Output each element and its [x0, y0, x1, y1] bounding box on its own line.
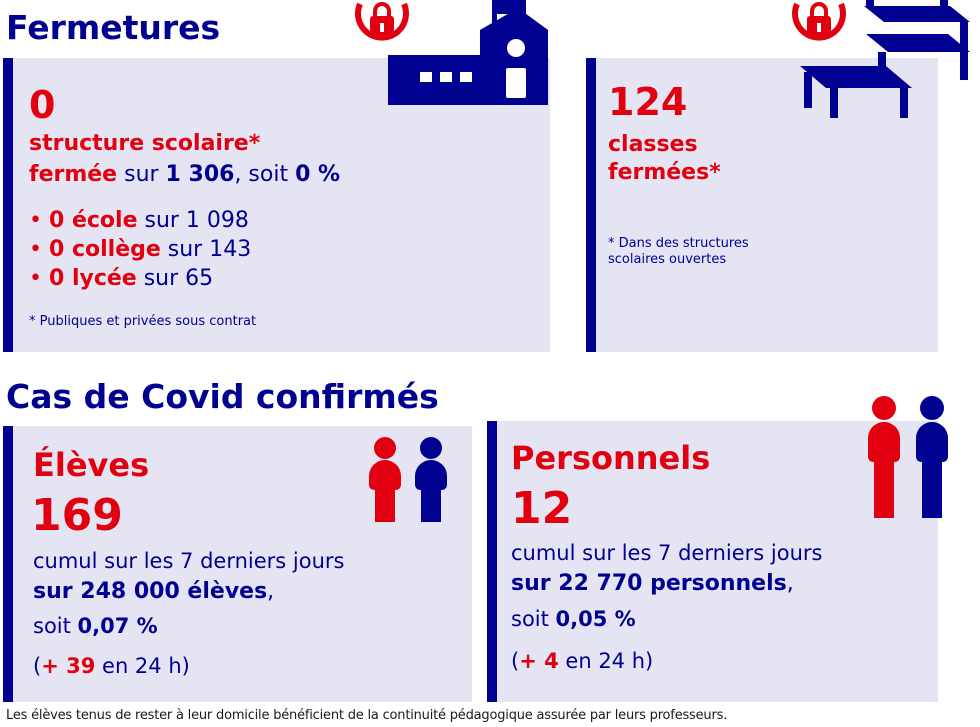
bullet: •	[29, 266, 49, 291]
delta-rest: en 24 h)	[95, 654, 190, 678]
eleves-line1: cumul sur les 7 derniers jours	[33, 549, 345, 573]
covid-title: Cas de Covid confirmés	[6, 377, 439, 416]
paren: (	[511, 649, 520, 673]
list-item	[29, 208, 249, 233]
eleves-line3	[33, 614, 158, 638]
panel-accent-bar	[3, 426, 13, 702]
structures-footnote: * Publiques et privées sous contrat	[29, 314, 257, 329]
classes-footnote-2: scolaires ouvertes	[608, 252, 727, 267]
personnels-total: sur 22 770 personnels	[511, 571, 787, 596]
personnels-delta-value: + 4	[519, 649, 559, 673]
structures-sur: sur	[117, 162, 166, 187]
eleves-label: Élèves	[33, 446, 150, 484]
college-total: sur 143	[160, 237, 252, 262]
personnels-label: Personnels	[511, 439, 711, 477]
footer-note: Les élèves tenus de rester à leur domicile bénéficient de la continuité pédagogique assurée par leurs professeurs.	[6, 708, 728, 723]
paren: (	[33, 654, 42, 678]
personnels-line1: cumul sur les 7 derniers jours	[511, 541, 823, 565]
lycee-total: sur 65	[136, 266, 214, 291]
eleves-pct: 0,07 %	[77, 614, 158, 638]
people-icon	[365, 434, 455, 526]
comma: ,	[786, 571, 794, 596]
list-item	[29, 266, 213, 291]
structures-pct: 0 %	[295, 162, 341, 187]
eleves-delta-value: + 39	[41, 654, 96, 678]
eleves-delta	[33, 654, 190, 678]
school-building-icon	[388, 0, 548, 110]
lycee-count: 0 lycée	[48, 266, 137, 291]
soit: soit	[33, 614, 78, 638]
soit: soit	[511, 607, 556, 631]
personnels-pct: 0,05 %	[555, 607, 636, 631]
structures-soit: , soit	[234, 162, 296, 187]
structures-line1: structure scolaire*	[29, 131, 261, 156]
list-item	[29, 237, 251, 262]
classes-line2: fermées*	[608, 160, 721, 185]
panel-accent-bar	[586, 58, 596, 352]
bullet: •	[29, 208, 49, 233]
structures-line2	[29, 162, 340, 187]
ecole-count: 0 école	[48, 208, 138, 233]
structures-total: 1 306	[165, 162, 235, 187]
eleves-count: 169	[31, 490, 123, 541]
panel-accent-bar	[487, 421, 497, 702]
fermetures-title: Fermetures	[6, 8, 221, 47]
structures-count: 0	[29, 83, 56, 127]
eleves-panel	[3, 426, 472, 702]
structures-fermee: fermée	[29, 162, 118, 187]
personnels-line2	[511, 571, 794, 596]
classes-count: 124	[608, 80, 688, 124]
panel-accent-bar	[3, 58, 13, 352]
delta-rest: en 24 h)	[558, 649, 654, 673]
classes-line1: classes	[608, 132, 698, 157]
classroom-tables-icon	[800, 0, 978, 120]
bullet: •	[29, 237, 49, 262]
college-count: 0 collège	[48, 237, 161, 262]
comma: ,	[267, 579, 275, 604]
personnels-delta	[511, 649, 653, 673]
classes-footnote-1: * Dans des structures	[608, 236, 749, 251]
eleves-line2	[33, 579, 274, 604]
people-icon	[864, 394, 954, 522]
ecole-total: sur 1 098	[137, 208, 249, 233]
personnels-count: 12	[511, 483, 573, 534]
personnels-line3	[511, 607, 636, 631]
eleves-total: sur 248 000 élèves	[33, 579, 268, 604]
